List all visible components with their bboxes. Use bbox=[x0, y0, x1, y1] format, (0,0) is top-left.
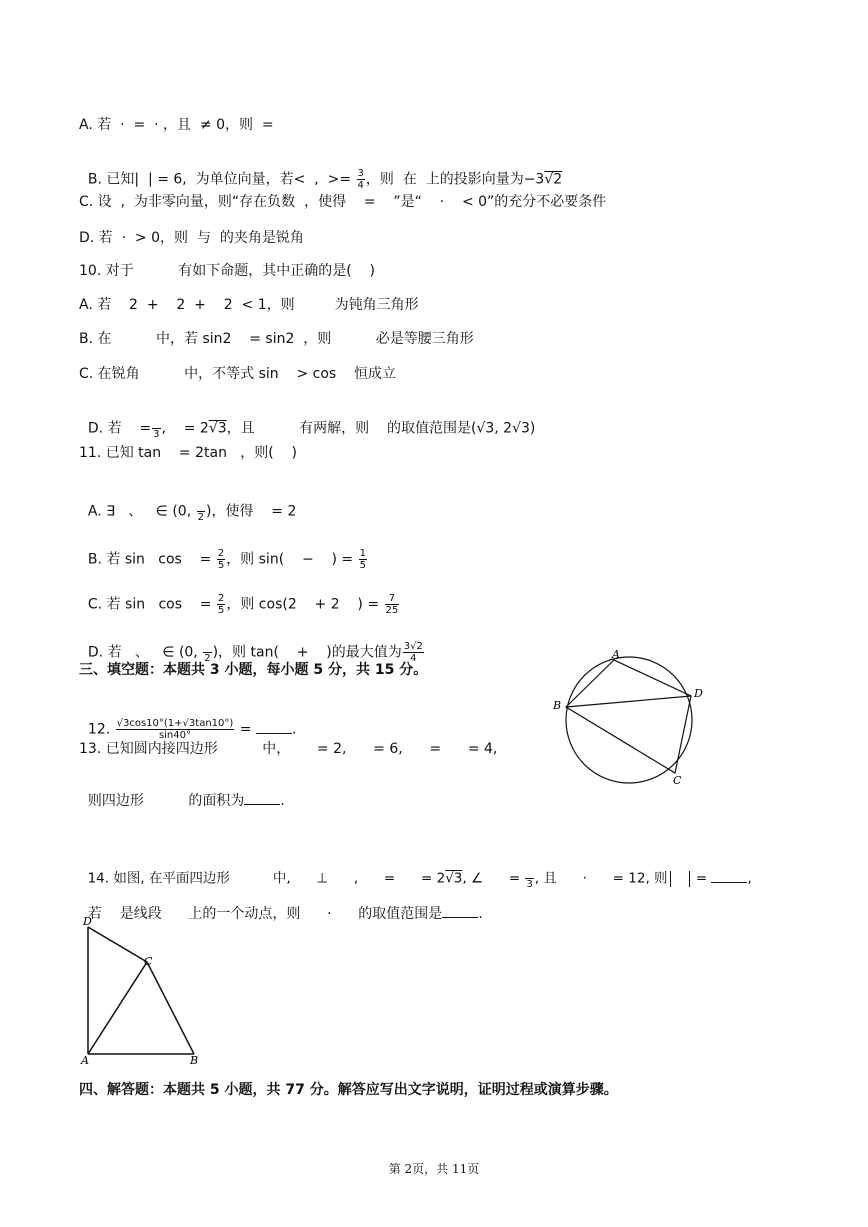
period: . bbox=[478, 906, 483, 922]
option-9b bbox=[79, 150, 562, 191]
abs-bar-left bbox=[670, 871, 671, 887]
period: . bbox=[280, 793, 285, 809]
label-c: C bbox=[673, 774, 682, 787]
fraction: 2 bbox=[203, 641, 211, 664]
question-12 bbox=[79, 700, 296, 741]
question-11: 11. 已知 tan = 2tan ，则( ) bbox=[79, 445, 298, 461]
label-d: D bbox=[83, 915, 92, 928]
interval-open: (0, bbox=[172, 503, 196, 520]
equals: = bbox=[235, 721, 256, 738]
fraction: $\frac{7}{25}$ bbox=[385, 593, 399, 616]
option-11d bbox=[79, 623, 425, 664]
option-10a: A. 若 2 + 2 + 2 < 1，则 为钝角三角形 bbox=[79, 297, 419, 313]
period: . bbox=[291, 721, 297, 738]
option-9c: C. 设 , 为非零向量，则“存在负数 ，使得 = ”是“ · < 0”的充分不必要条件 bbox=[79, 194, 607, 210]
sqrt-expression: √2 bbox=[544, 171, 563, 188]
section-3-heading: 三、填空题：本题共 3 小题，每小题 5 分，共 15 分。 bbox=[79, 662, 428, 678]
equals: = bbox=[691, 870, 712, 887]
interval-open: (0, bbox=[178, 644, 203, 661]
label-b: B bbox=[190, 1054, 199, 1067]
label-c: C bbox=[144, 955, 153, 968]
quadrilateral-abcd bbox=[566, 660, 691, 773]
option-10d-text: D. 若 = bbox=[87, 420, 152, 437]
label-b: B bbox=[553, 699, 562, 712]
circumscribed-circle bbox=[566, 657, 692, 783]
section-4-heading: 四、解答题：本题共 5 小题，共 77 分。解答应写出文字说明，证明过程或演算步骤。 bbox=[79, 1082, 618, 1098]
option-11a-text: A. ∃ 、 ∈ bbox=[87, 503, 173, 520]
fraction: $\frac{2}{5}$ bbox=[217, 593, 225, 616]
fraction: 3 bbox=[152, 417, 160, 440]
option-9a: A. 若 · = · ，且 ≠ 0，则 = bbox=[79, 117, 274, 133]
answer-blank[interactable] bbox=[244, 792, 280, 805]
option-9b-text: B. 已知| | = 6, 为单位向量，若< , >= bbox=[87, 171, 356, 188]
question-14-text: 14. 如图, 在平面四边形 中, ⊥ , = = 2 bbox=[87, 870, 446, 887]
option-9d: D. 若 · > 0，则 与 的夹角是锐角 bbox=[79, 230, 304, 246]
quadrilateral-figure bbox=[78, 912, 218, 1072]
question-10: 10. 对于 有如下命题，其中正确的是( ) bbox=[79, 263, 375, 279]
answer-blank[interactable] bbox=[711, 870, 747, 883]
comma: , bbox=[747, 870, 752, 887]
option-10d-text-3: ，且 有两解，则 的取值范围是 bbox=[226, 420, 471, 437]
label-a: A bbox=[612, 648, 620, 661]
question-13: 13. 已知圆内接四边形 中， = 2, = 6, = = 4, bbox=[79, 741, 498, 757]
option-11b-text: B. 若 sin cos = bbox=[87, 551, 216, 568]
option-11a-text-2: )，使得 = 2 bbox=[206, 503, 297, 520]
fraction: $\frac{2}{5}$ bbox=[217, 548, 225, 571]
option-11c-text-2: ，则 cos(2 + 2 ) = bbox=[226, 596, 384, 613]
fraction: 3 bbox=[525, 867, 533, 890]
question-14-text: 若 是线段 上的一个动点，则 · 的取值范围是 bbox=[87, 906, 443, 922]
option-10d-text-2: , = 2 bbox=[161, 420, 209, 437]
answer-blank[interactable] bbox=[442, 905, 478, 918]
fraction: $\frac{1}{5}$ bbox=[359, 548, 366, 571]
fraction: $\frac{3}{4}$ bbox=[357, 168, 364, 191]
option-11d-text: D. 若 、 ∈ bbox=[87, 644, 179, 661]
question-13-text: 则四边形 的面积为 bbox=[87, 793, 245, 809]
question-14-text-2: , ∠ = bbox=[462, 870, 525, 887]
diagonal-bd bbox=[566, 696, 691, 707]
option-11c bbox=[79, 575, 400, 616]
option-11c-text: C. 若 sin cos = bbox=[87, 596, 216, 613]
answer-blank[interactable] bbox=[256, 721, 292, 734]
question-13-line-2 bbox=[79, 774, 285, 810]
side-cb bbox=[147, 962, 194, 1054]
label-d: D bbox=[694, 687, 703, 700]
option-10b: B. 在 中，若 sin2 = sin2 ，则 必是等腰三角形 bbox=[79, 331, 474, 347]
fraction: 2 bbox=[197, 500, 205, 523]
side-ac bbox=[88, 962, 147, 1054]
option-9b-text-2: ，则 在 上的投影向量为−3 bbox=[365, 171, 545, 188]
cyclic-quadrilateral-figure bbox=[550, 648, 725, 798]
fraction: $\frac{√3\cos 10^\circ(1+√3\tan 10^\circ)}{\sin 40^\circ}$ bbox=[116, 718, 234, 741]
option-11b-text-2: ，则 sin( − ) = bbox=[226, 551, 358, 568]
option-11d-text-2: )，则 tan( + )的最大值为 bbox=[212, 644, 402, 661]
question-14-text-3: , 且 · = 12, 则 bbox=[534, 870, 668, 887]
option-11b bbox=[79, 530, 368, 571]
sqrt-expression: √3 bbox=[445, 870, 463, 887]
label-a: A bbox=[81, 1054, 89, 1067]
side-dc bbox=[88, 927, 147, 962]
option-11a bbox=[79, 482, 296, 523]
question-14 bbox=[79, 849, 752, 890]
question-12-number: 12. bbox=[87, 721, 115, 738]
option-10d bbox=[79, 399, 535, 440]
range-interval: (√3, 2√3) bbox=[470, 420, 536, 437]
fraction: $\frac{3√2}{4}$ bbox=[403, 641, 423, 664]
abs-bar-right bbox=[689, 871, 690, 887]
sqrt-expression: √3 bbox=[208, 420, 227, 437]
page-footer: 第 2页，共 11页 bbox=[388, 1162, 480, 1176]
option-10c: C. 在锐角 中，不等式 sin > cos 恒成立 bbox=[79, 366, 397, 382]
